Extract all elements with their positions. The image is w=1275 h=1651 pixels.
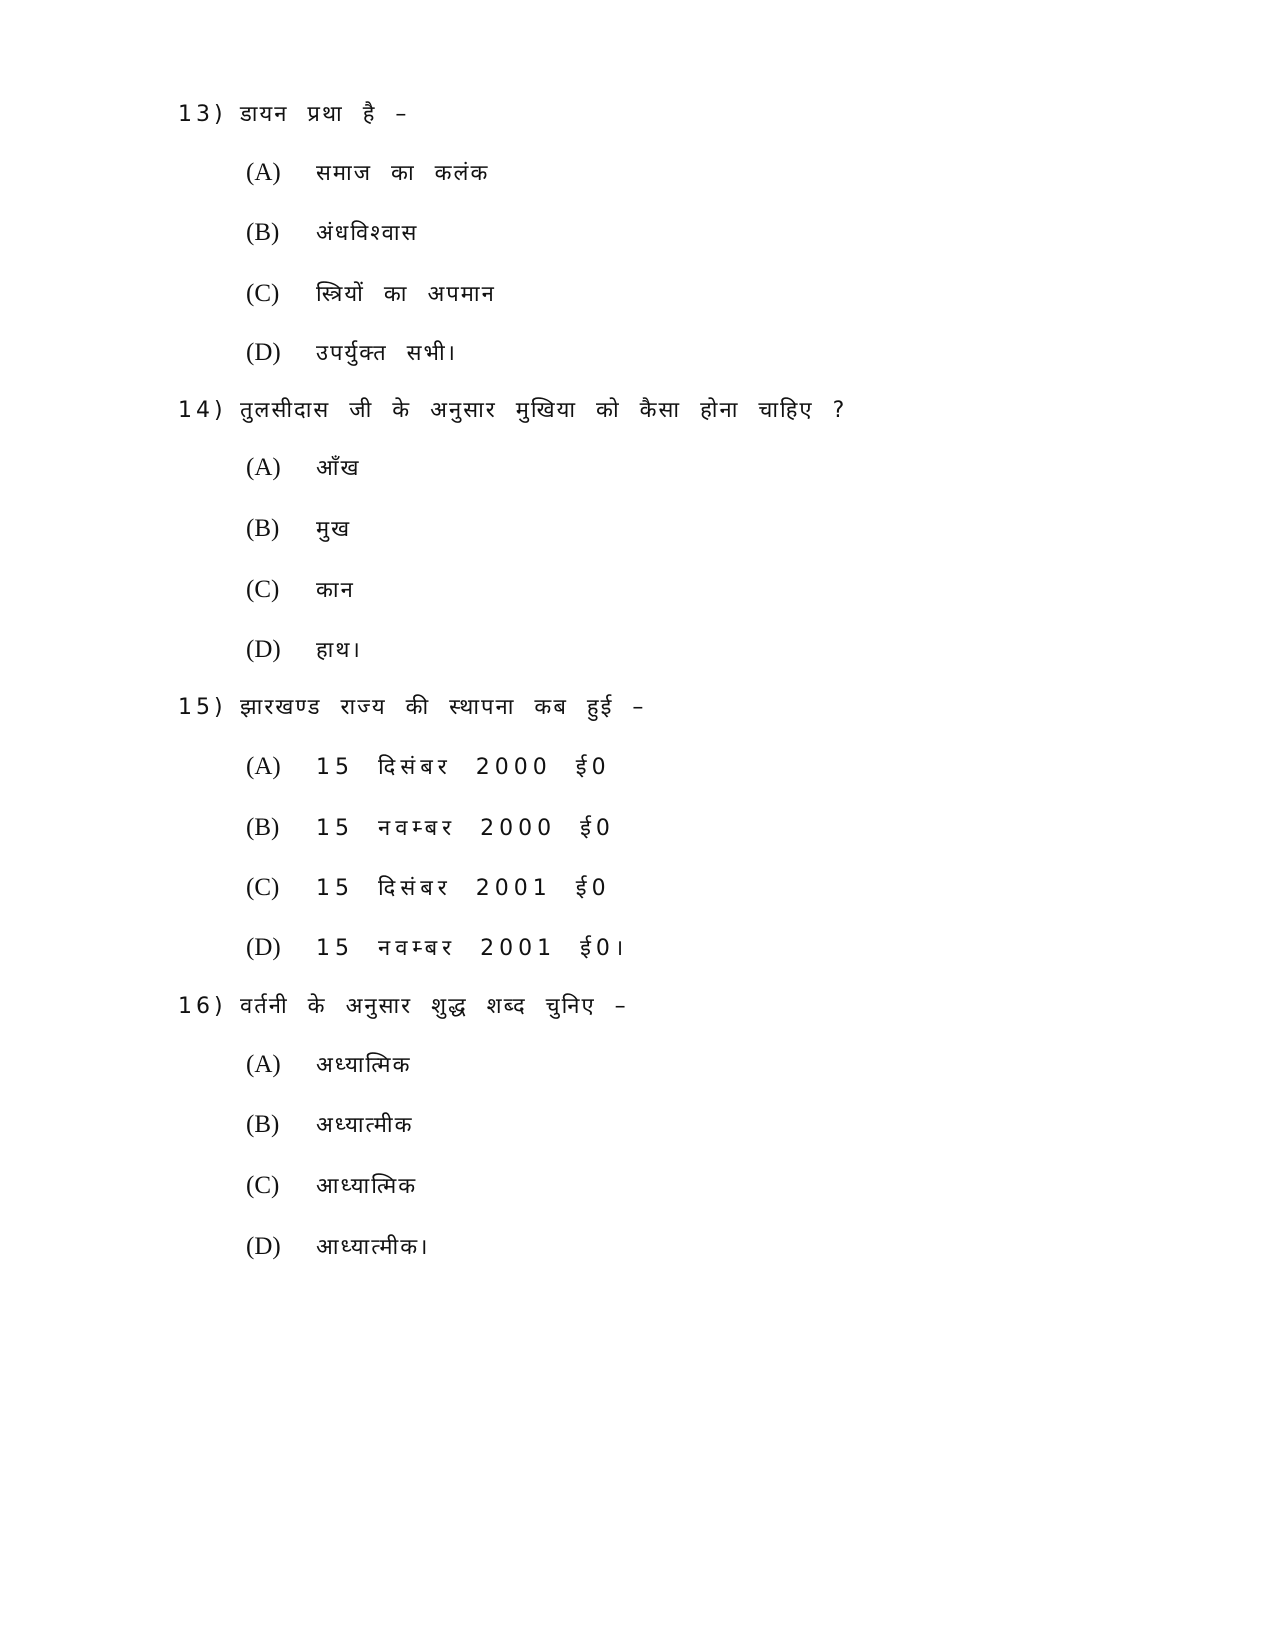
option-text: हाथ। — [316, 638, 362, 663]
option-letter: (A) — [246, 753, 281, 780]
question-15 — [178, 693, 645, 723]
question-14 — [178, 396, 846, 426]
option-15-b[interactable] — [246, 813, 615, 844]
option-letter: (B) — [246, 1111, 280, 1138]
option-text: अध्यात्मीक — [316, 1113, 414, 1138]
option-16-b[interactable] — [246, 1110, 413, 1141]
question-text: वर्तनी के अनुसार शुद्ध शब्द चुनिए – — [240, 994, 628, 1019]
option-letter: (A) — [246, 1051, 281, 1078]
option-14-a[interactable] — [246, 453, 360, 484]
option-14-d[interactable] — [246, 635, 362, 666]
option-15-a[interactable] — [246, 752, 611, 783]
option-text: अध्यात्मिक — [316, 1053, 412, 1078]
option-text: आध्यात्मिक — [316, 1174, 418, 1199]
option-13-b[interactable] — [246, 218, 418, 249]
question-number: 15) — [178, 695, 227, 720]
option-text: स्त्रियों का अपमान — [316, 282, 496, 307]
option-letter: (C) — [246, 280, 280, 307]
option-letter: (C) — [246, 1172, 280, 1199]
option-letter: (C) — [246, 874, 280, 901]
option-15-d[interactable] — [246, 933, 628, 964]
option-16-d[interactable] — [246, 1232, 429, 1263]
option-13-a[interactable] — [246, 158, 489, 189]
option-letter: (D) — [246, 934, 281, 961]
option-text: 15 दिसंबर 2000 ई0 — [316, 755, 611, 780]
option-letter: (D) — [246, 1233, 281, 1260]
option-text: अंधविश्वास — [316, 221, 419, 246]
question-number: 14) — [178, 398, 227, 423]
option-text: 15 नवम्बर 2000 ई0 — [316, 816, 615, 841]
option-letter: (D) — [246, 636, 281, 663]
option-text: 15 दिसंबर 2001 ई0 — [316, 876, 611, 901]
option-text: उपर्युक्त सभी। — [316, 341, 458, 366]
option-letter: (B) — [246, 219, 280, 246]
option-letter: (B) — [246, 515, 280, 542]
option-15-c[interactable] — [246, 873, 611, 904]
question-16 — [178, 992, 628, 1022]
option-letter: (A) — [246, 454, 281, 481]
question-text: तुलसीदास जी के अनुसार मुखिया को कैसा होना चाहिए ? — [240, 398, 847, 423]
option-text: मुख — [316, 517, 352, 542]
option-13-c[interactable] — [246, 279, 496, 310]
option-letter: (B) — [246, 814, 280, 841]
option-text: कान — [316, 578, 355, 603]
option-16-c[interactable] — [246, 1171, 417, 1202]
question-number: 13) — [178, 102, 227, 127]
question-13 — [178, 100, 408, 130]
option-text: समाज का कलंक — [316, 161, 490, 186]
question-text: डायन प्रथा है – — [240, 102, 409, 127]
option-13-d[interactable] — [246, 338, 457, 369]
option-text: आँख — [316, 456, 361, 481]
option-14-b[interactable] — [246, 514, 351, 545]
option-16-a[interactable] — [246, 1050, 411, 1081]
option-letter: (D) — [246, 339, 281, 366]
question-text: झारखण्ड राज्य की स्थापना कब हुई – — [240, 695, 646, 720]
option-14-c[interactable] — [246, 575, 355, 606]
option-letter: (C) — [246, 576, 280, 603]
question-number: 16) — [178, 994, 227, 1019]
option-letter: (A) — [246, 159, 281, 186]
option-text: आध्यात्मीक। — [316, 1235, 430, 1260]
option-text: 15 नवम्बर 2001 ई0। — [316, 936, 629, 961]
